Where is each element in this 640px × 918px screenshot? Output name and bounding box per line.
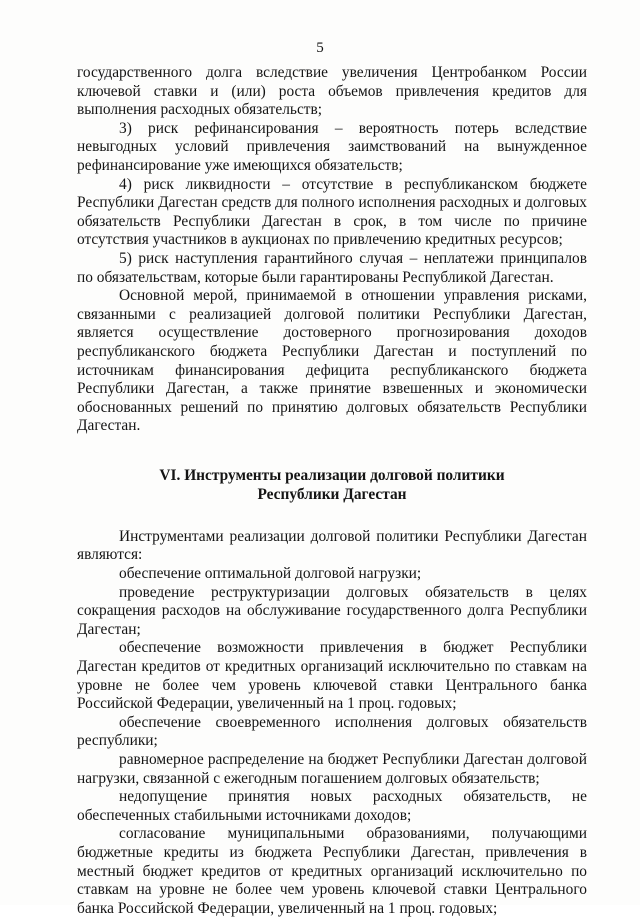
list-item: равномерное распределение на бюджет Республики Дагестан долговой нагрузки, связанной с ежегодным погашением долговых обязательств;	[77, 751, 587, 787]
section-heading	[77, 466, 587, 504]
paragraph: 4) риск ликвидности – отсутствие в республиканском бюджете Республики Дагестан средств для полного исполнения расходных и долговых обязательств Республики Дагестан в срок, в том числе по причине отсутствия участников в аукционах по привлечению кредитных ресурсов;	[77, 175, 587, 249]
paragraphs-before	[77, 64, 587, 436]
paragraph: 5) риск наступления гарантийного случая – неплатежи принципалов по обязательствам, которые были гарантированы Республикой Дагестан.	[77, 249, 587, 286]
list-item: обеспечение возможности привлечения в бюджет Республики Дагестан кредитов от кредитных организаций исключительно по ставкам на уровне не более чем уровень ключевой ставки Центрального банка Российской Федерации, увеличенный на 1 проц. годовых;	[77, 639, 587, 713]
list-item: недопущение принятия новых расходных обязательств, не обеспеченных стабильными источниками доходов;	[77, 788, 587, 824]
list-item: обеспечение оптимальной долговой нагрузки;	[119, 565, 422, 583]
paragraph: Основной мерой, принимаемой в отношении управления рисками, связанными с реализацией долговой политики Республики Дагестан, является осуществление достоверного прогнозирования доходов республиканского бюджета Республики Дагестан и поступлений по источникам финансирования дефицита республиканского бюджета Республики Дагестан, а также принятие взвешенных и экономически обоснованных решений по принятию долговых обязательств Республики Дагестан.	[77, 287, 587, 435]
paragraph: 3) риск рефинансирования – вероятность потерь вследствие невыгодных условий привлечения заимствований на вынужденное рефинансирование уже имеющихся обязательств;	[77, 119, 587, 174]
paragraphs-after	[77, 528, 587, 918]
list-item: проведение реструктуризации долговых обязательств в целях сокращения расходов на обслуживание государственного долга Республики Дагестан;	[77, 583, 587, 638]
document-body	[77, 64, 587, 918]
page-number: 5	[316, 40, 324, 56]
list-item: обеспечение своевременного исполнения долговых обязательств республики;	[77, 713, 587, 750]
section-heading-line-2: Республики Дагестан	[257, 485, 407, 503]
list-item: согласование муниципальными образованиями, получающими бюджетные кредиты из бюджета Республики Дагестан, привлечения в местный бюджет кредитов от кредитных организаций исключительно по ставкам на уровне не более чем уровень ключевой ставки Центрального банка Российской Федерации, увеличенный на 1 проц. годовых;	[77, 825, 587, 917]
section-heading-line-1: VI. Инструменты реализации долговой политики	[159, 466, 505, 484]
paragraph: Инструментами реализации долговой политики Республики Дагестан являются:	[77, 527, 587, 564]
paragraph: государственного долга вследствие увеличения Центробанком России ключевой ставки и (или) роста объемов привлечения кредитов для выполнения расходных обязательств;	[77, 64, 587, 119]
